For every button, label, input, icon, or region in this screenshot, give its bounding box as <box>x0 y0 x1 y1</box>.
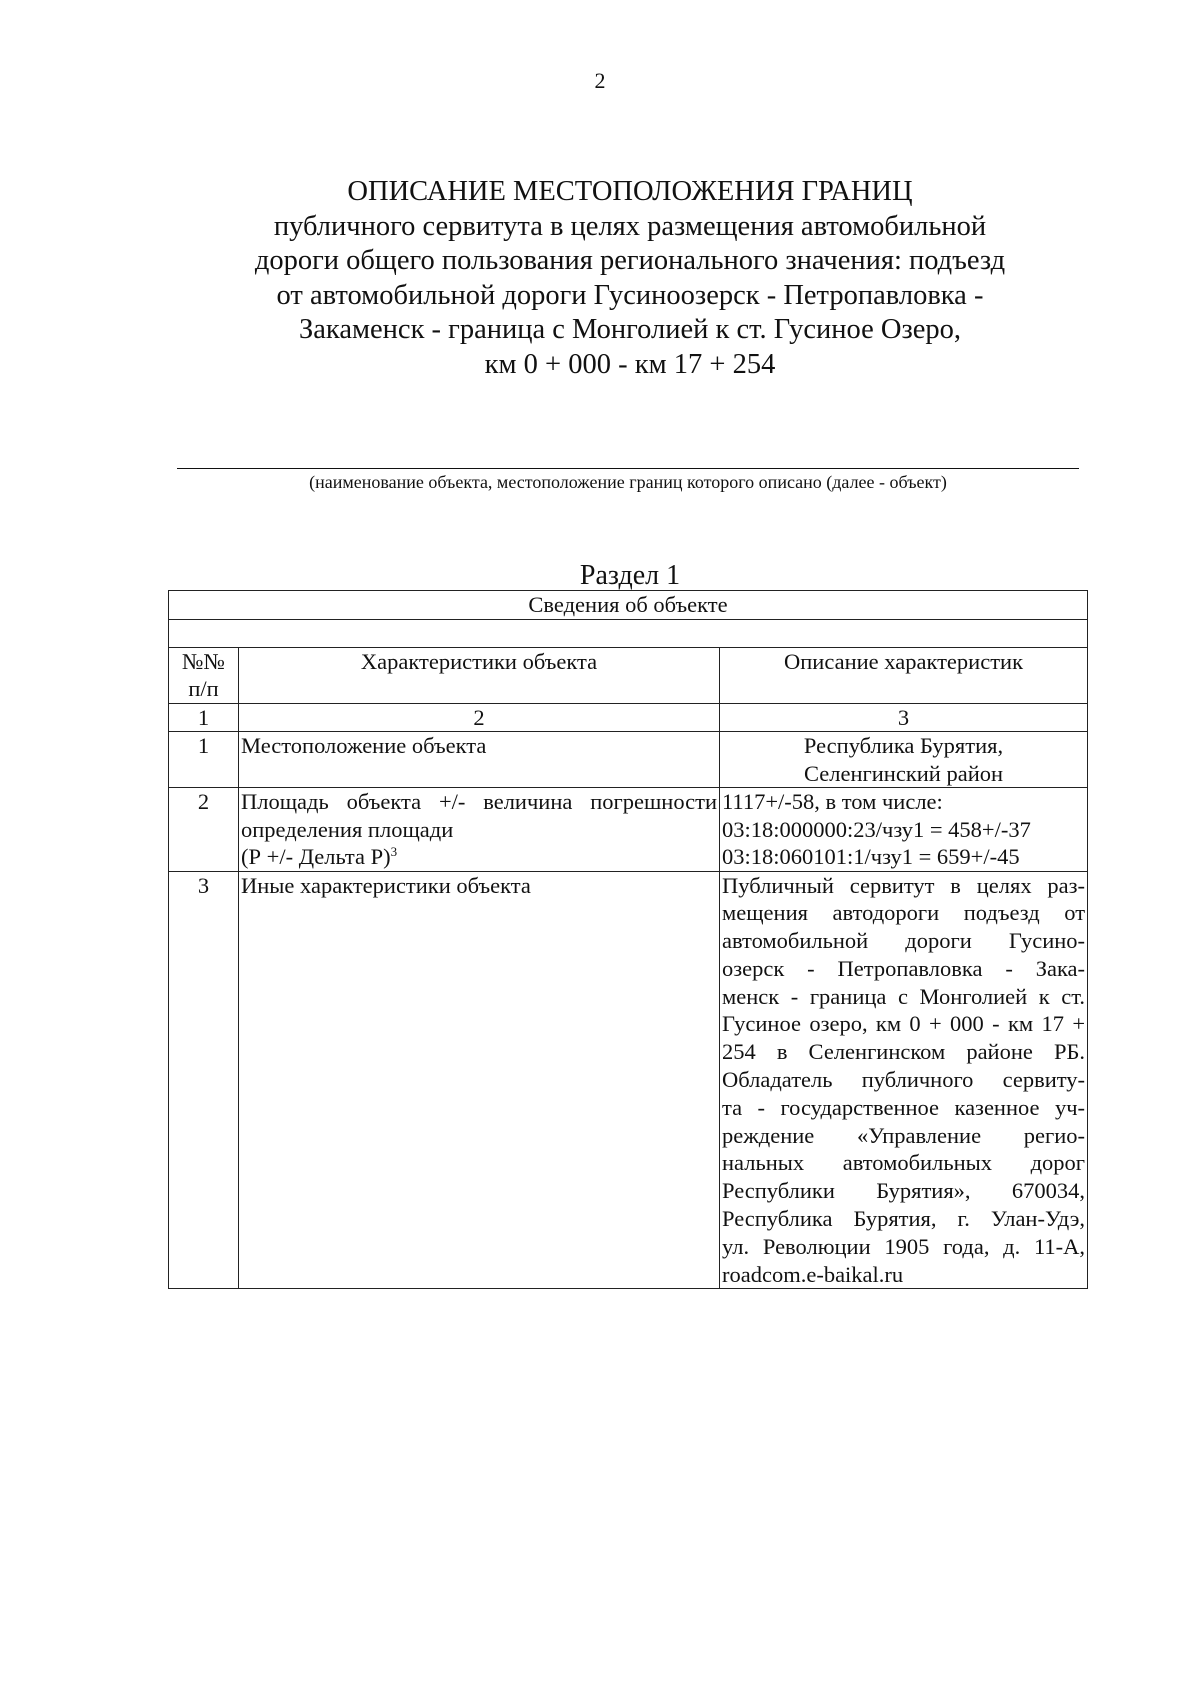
description-line: roadcom.e-baikal.ru <box>722 1261 904 1287</box>
description-line: ул. Революции 1905 года, д. 11-А, <box>722 1233 1086 1259</box>
row-characteristic: Иные характеристики объекта <box>239 871 720 1289</box>
description-line: Гусиное озеро, км 0 + 000 - км 17 + <box>722 1011 1086 1037</box>
description-line: реждение «Управление регио- <box>722 1122 1086 1148</box>
column-number: 1 <box>169 703 239 732</box>
description-line: нальных автомобильных дорог <box>722 1150 1086 1176</box>
section-title: Раздел 1 <box>579 560 681 591</box>
column-number: 2 <box>239 703 720 732</box>
empty-row <box>169 619 1088 647</box>
object-name-caption: (наименование объекта, местоположение границ которого описано (далее - объект) <box>309 472 947 492</box>
table-header-row <box>169 647 1088 703</box>
description-line: 1117+/-58, в том числе: <box>722 789 943 814</box>
description-line: та - государственное казенное уч- <box>722 1094 1086 1120</box>
row-description <box>720 732 1088 788</box>
page-number: 2 <box>594 68 606 93</box>
row-number: 3 <box>169 871 239 1289</box>
row-number: 1 <box>169 732 239 788</box>
description-line: Республика Бурятия, <box>803 733 1004 758</box>
description-line: автомобильной дороги Гусино- <box>722 928 1086 954</box>
row-characteristic: Местоположение объекта <box>239 732 720 788</box>
row-number: 2 <box>169 788 239 872</box>
description-line: Обладатель публичного сервиту- <box>722 1067 1086 1093</box>
description-line: озерск - Петропавловка - Зака- <box>722 955 1086 981</box>
characteristic-text: Площадь объекта +/- величина погрешности определения площади <box>241 789 717 842</box>
description-line: менск - граница с Монголией к ст. <box>722 983 1086 1009</box>
header-num-line1: №№ <box>182 648 225 674</box>
header-num <box>169 647 239 703</box>
description-line: 03:18:060101:1/чзу1 = 659+/-45 <box>722 844 1020 869</box>
description-line: Селенгинский район <box>804 760 1004 786</box>
formula-text: (Р +/- Дельта Р) <box>241 844 391 869</box>
characteristic-formula <box>241 843 717 871</box>
description-line: 254 в Селенгинском районе РБ. <box>722 1039 1086 1065</box>
row-description <box>720 788 1088 872</box>
title-line: публичного сервитута в целях размещения автомобильной <box>273 210 987 242</box>
document-title <box>160 175 1100 383</box>
title-line: дороги общего пользования регионального значения: подъезд <box>254 245 1006 277</box>
description-line: Республики Бурятия», 670034, <box>722 1178 1086 1204</box>
object-info-table <box>168 590 1088 1289</box>
title-line: ОПИСАНИЕ МЕСТОПОЛОЖЕНИЯ ГРАНИЦ <box>347 176 913 207</box>
description-line: Республика Бурятия, г. Улан-Удэ, <box>722 1206 1086 1232</box>
description-line: 03:18:000000:23/чзу1 = 458+/-37 <box>722 816 1031 842</box>
row-description <box>720 871 1088 1289</box>
description-line: мещения автодороги подъезд от <box>722 900 1086 926</box>
title-line: Закаменск - граница с Монголией к ст. Гусиное Озеро, <box>298 314 961 346</box>
table-caption: Сведения об объекте <box>169 591 1088 620</box>
table-row <box>169 732 1088 788</box>
object-name-underline <box>177 468 1079 469</box>
column-number: 3 <box>720 703 1088 732</box>
header-description: Описание характеристик <box>720 647 1088 703</box>
header-characteristics: Характеристики объекта <box>239 647 720 703</box>
table-row <box>169 871 1088 1289</box>
header-num-line2: п/п <box>188 676 219 701</box>
description-line: Публичный сервитут в целях раз- <box>722 872 1086 898</box>
footnote-ref: 3 <box>390 844 398 859</box>
column-numbers-row <box>169 703 1088 732</box>
title-line: от автомобильной дороги Гусиноозерск - Петропавловка - <box>276 279 984 311</box>
row-characteristic <box>239 788 720 872</box>
table-row <box>169 788 1088 872</box>
title-line: км 0 + 000 - км 17 + 254 <box>484 348 776 380</box>
